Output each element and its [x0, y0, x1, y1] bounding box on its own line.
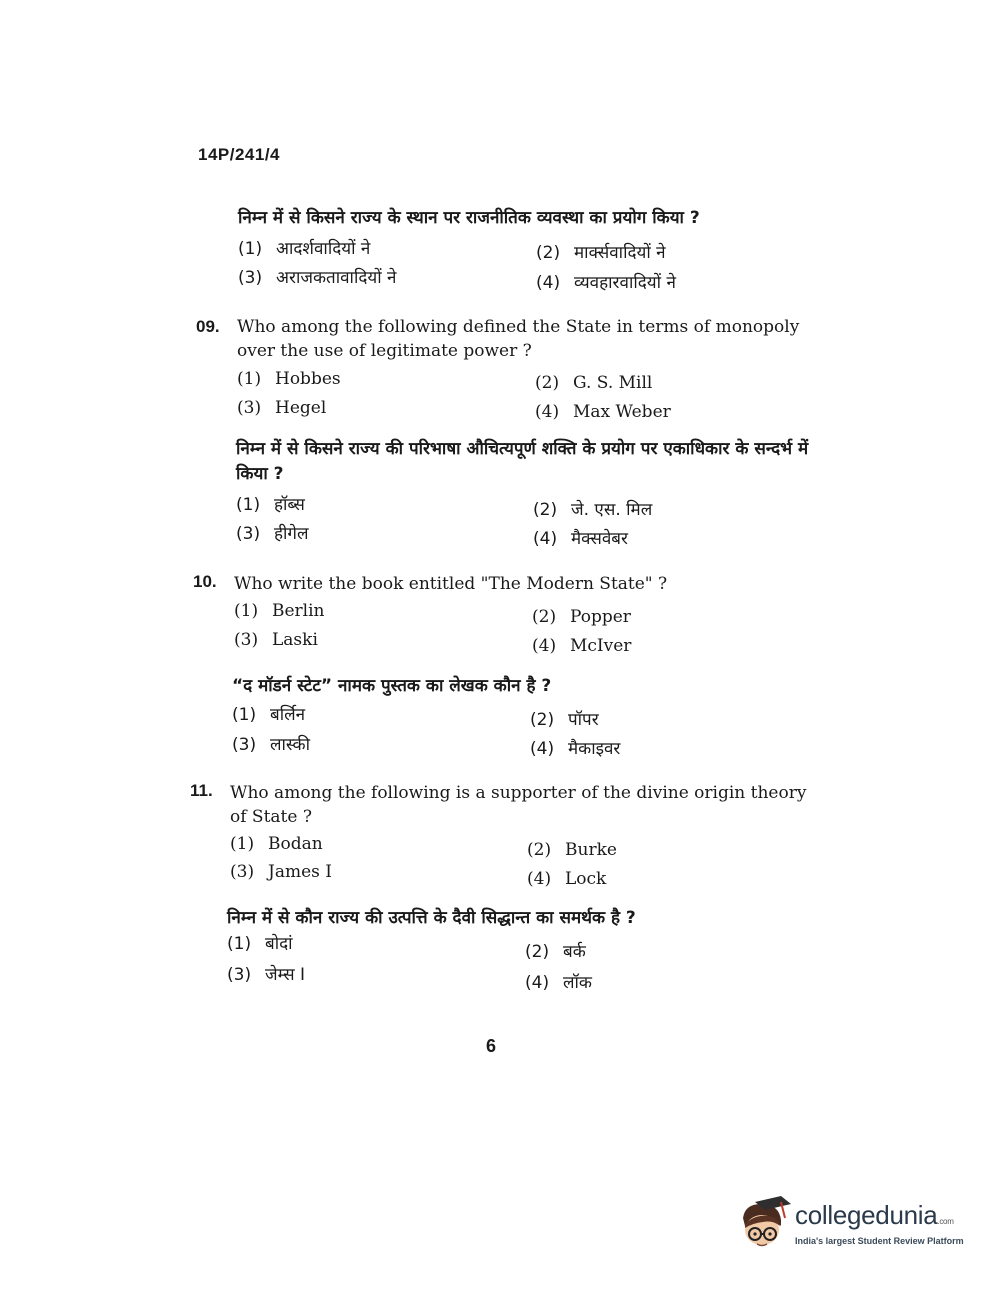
option-text: अराजकतावादियों ने: [276, 268, 397, 288]
option-number: (1): [227, 934, 252, 954]
q10-question: Who write the book entitled "The Modern State" ?: [234, 574, 668, 594]
option-number: (4): [525, 973, 550, 993]
option-number: (3): [227, 965, 252, 985]
q09-option-4: [535, 402, 671, 422]
q11-option-1: [230, 834, 323, 854]
q11-option-2: [527, 840, 617, 860]
q11-number: 11.: [190, 781, 213, 800]
option-text: Burke: [565, 840, 617, 860]
q08-hindi-option-1: [238, 236, 370, 259]
option-text: बर्लिन: [270, 705, 306, 725]
q09-option-2: [535, 373, 652, 393]
option-number: (2): [535, 373, 560, 393]
option-number: (3): [230, 862, 255, 882]
option-text: मैकाइवर: [568, 739, 621, 759]
option-number: (2): [533, 500, 558, 520]
page-number: 6: [486, 1036, 497, 1056]
q11-option-4: [527, 869, 606, 889]
option-text: बोदां: [265, 934, 293, 954]
option-text: James I: [268, 862, 332, 882]
option-text: बर्क: [563, 942, 586, 962]
q10-option-2: [532, 607, 631, 627]
q11-hindi-option-4: [525, 970, 592, 993]
option-number: (4): [533, 529, 558, 549]
q08-hindi-option-4: [536, 270, 676, 293]
q10-number: 10.: [193, 572, 217, 591]
option-number: (3): [237, 398, 262, 418]
option-number: (4): [535, 402, 560, 422]
brand-tagline: India's largest Student Review Platform: [795, 1236, 964, 1246]
q10-hindi-question: “द मॉडर्न स्टेट” नामक पुस्तक का लेखक कौन है ?: [232, 676, 552, 696]
q08-hindi-option-3: [238, 265, 397, 288]
q10-hindi-option-4: [530, 736, 620, 759]
option-number: (4): [530, 739, 555, 759]
option-number: (4): [536, 273, 561, 293]
option-text: Berlin: [272, 601, 325, 621]
option-number: (3): [238, 268, 263, 288]
brand-tld: .com: [937, 1217, 954, 1226]
q09-hindi-option-3: [236, 521, 309, 544]
option-number: (1): [238, 239, 263, 259]
option-number: (1): [234, 601, 259, 621]
q09-number: 09.: [196, 317, 220, 336]
option-number: (2): [525, 942, 550, 962]
option-number: (2): [530, 710, 555, 730]
brand-text: collegedunia: [795, 1200, 938, 1230]
q10-option-3: [234, 630, 318, 650]
q09-hindi-option-4: [533, 526, 628, 549]
q09-question: Who among the following defined the State in terms of monopoly over the use of legitimate power ?: [237, 317, 800, 361]
q09-option-3: [237, 398, 326, 418]
collegedunia-watermark: [735, 1196, 965, 1256]
option-number: (2): [527, 840, 552, 860]
q11-hindi-question: निम्न में से कौन राज्य की उत्पत्ति के दैवी सिद्धान्त का समर्थक है ?: [227, 908, 636, 928]
option-text: मैक्सवेबर: [571, 529, 628, 549]
q10-hindi-option-2: [530, 707, 599, 730]
q09-hindi-question: निम्न में से किसने राज्य की परिभाषा औचित्यपूर्ण शक्ति के प्रयोग पर एकाधिकार के सन्दर्भ में किया ?: [236, 439, 809, 484]
option-text: मार्क्सवादियों ने: [574, 243, 666, 263]
paper-code: 14P/241/4: [198, 145, 281, 164]
option-text: व्यवहारवादियों ने: [574, 273, 676, 293]
option-text: Laski: [272, 630, 318, 650]
option-text: Max Weber: [573, 402, 671, 422]
option-number: (2): [536, 243, 561, 263]
option-text: आदर्शवादियों ने: [276, 239, 371, 259]
option-text: लॉक: [563, 973, 592, 993]
q09-hindi-option-2: [533, 497, 652, 520]
option-number: (4): [527, 869, 552, 889]
q10-option-4: [532, 636, 631, 656]
option-text: हीगेल: [274, 524, 309, 544]
student-mascot-icon: [735, 1196, 793, 1256]
q11-option-3: [230, 862, 332, 882]
q09-option-1: [237, 369, 341, 389]
option-number: (1): [232, 705, 257, 725]
q11-hindi-option-1: [227, 931, 293, 954]
option-number: (3): [234, 630, 259, 650]
option-number: (1): [236, 495, 261, 515]
option-text: जे. एस. मिल: [571, 500, 653, 520]
option-text: Hobbes: [275, 369, 341, 389]
q08-hindi-option-2: [536, 240, 666, 263]
option-text: जेम्स I: [265, 965, 306, 985]
q10-hindi-option-1: [232, 702, 305, 725]
option-number: (3): [236, 524, 261, 544]
option-text: McIver: [570, 636, 632, 656]
option-number: (2): [532, 607, 557, 627]
option-number: (1): [237, 369, 262, 389]
option-text: Bodan: [268, 834, 323, 854]
q10-hindi-option-3: [232, 732, 310, 755]
option-number: (1): [230, 834, 255, 854]
option-text: लास्की: [270, 735, 311, 755]
q09-hindi-option-1: [236, 492, 305, 515]
option-text: G. S. Mill: [573, 373, 653, 393]
q08-hindi-question: निम्न में से किसने राज्य के स्थान पर राजनीतिक व्यवस्था का प्रयोग किया ?: [238, 208, 700, 228]
option-text: पॉपर: [568, 710, 599, 730]
option-text: Lock: [565, 869, 607, 889]
q11-hindi-option-3: [227, 962, 305, 985]
q11-question: Who among the following is a supporter of the divine origin theory of State ?: [230, 783, 807, 827]
q11-hindi-option-2: [525, 939, 586, 962]
option-text: Popper: [570, 607, 631, 627]
option-text: हॉब्स: [274, 495, 305, 515]
brand-name: [795, 1200, 954, 1231]
q10-option-1: [234, 601, 325, 621]
option-text: Hegel: [275, 398, 327, 418]
option-number: (4): [532, 636, 557, 656]
option-number: (3): [232, 735, 257, 755]
